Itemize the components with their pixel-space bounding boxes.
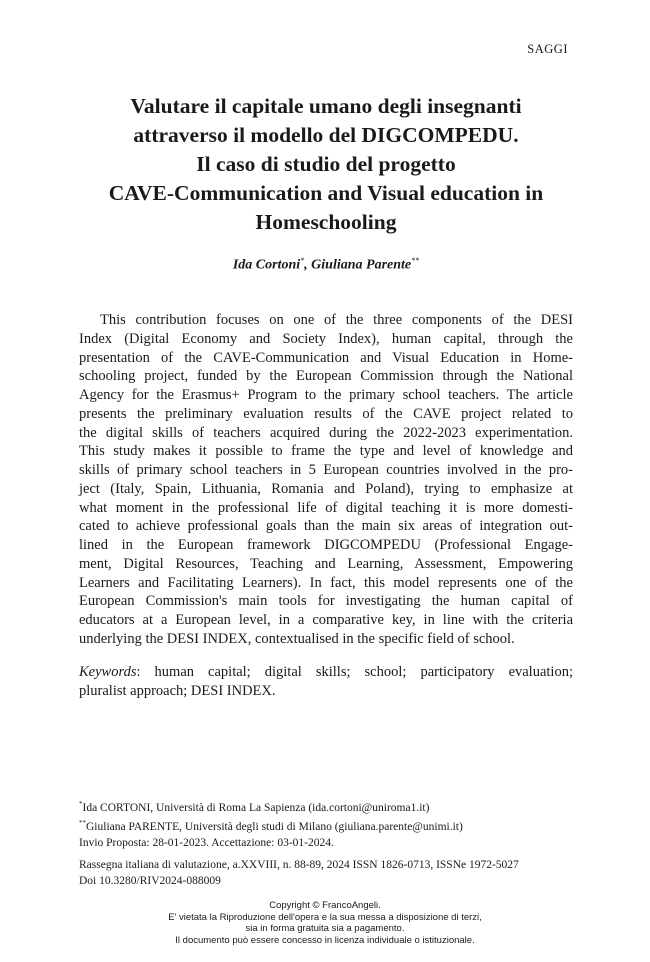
abstract-line: underlying the DESI INDEX, contextualised in the specific field of school. — [79, 630, 515, 647]
footnote-marker: * — [79, 800, 83, 808]
abstract-line: presentation of the CAVE-Communication and Visual Education in Home- — [79, 349, 573, 366]
keywords — [79, 663, 573, 701]
footnote-text: Giuliana PARENTE, Università degli studi di Milano (giuliana.parente@unimi.it) — [86, 821, 463, 834]
keywords-line — [79, 663, 573, 682]
article-title — [70, 92, 582, 237]
footnote-marker: * — [300, 256, 305, 265]
abstract-line: Index (Digital Economy and Society Index), human capital, through the — [79, 330, 573, 347]
section-label: SAGGI — [527, 42, 568, 56]
abstract-line: Agency for the Erasmus+ Program to the primary school teachers. The article — [79, 387, 573, 403]
abstract-line: cated to achieve professional goals than the main six areas of integration out- — [79, 518, 573, 535]
abstract-line: schooling project, funded by the European Commission through the National — [79, 368, 573, 385]
abstract-line: ment, Digital Resources, Teaching and Learning, Assessment, Empowering — [79, 555, 573, 572]
copyright-line: sia in forma gratuita sia a pagamento. — [245, 923, 405, 934]
abstract-line: Learners and Facilitating Learners). In fact, this model represents one of the — [79, 574, 573, 591]
doi: Doi 10.3280/RIV2024-088009 — [79, 874, 221, 887]
abstract-line: the digital skills of teachers acquired during the 2022-2023 experimentation. — [79, 424, 573, 441]
copyright-line: Copyright © FrancoAngeli. — [269, 900, 381, 911]
title-line: CAVE-Communication and Visual education in — [108, 181, 544, 205]
journal-citation: Rassegna italiana di valutazione, a.XXVIII, n. 88-89, 2024 ISSN 1826-0713, ISSNe 1972-5027 — [79, 859, 519, 872]
abstract — [79, 311, 573, 649]
footnote-marker: ** — [79, 819, 86, 828]
author-separator: , — [304, 257, 312, 273]
footnote-text: Ida CORTONI, Università di Roma La Sapienza (ida.cortoni@uniroma1.it) — [82, 801, 430, 814]
author-name: Ida Cortoni — [232, 257, 301, 273]
copyright-notice — [100, 900, 550, 946]
footnote — [79, 816, 573, 835]
abstract-line: presents the preliminary evaluation results of the CAVE project related to — [79, 405, 573, 422]
abstract-line: This contribution focuses on one of the three components of the DESI — [100, 312, 573, 328]
abstract-line: educators at a European level, in a comparative key, in line with the criteria — [79, 612, 573, 628]
abstract-line: This study makes it possible to frame the type and level of knowledge and — [79, 443, 573, 460]
title-line: Valutare il capitale umano degli insegnanti — [130, 94, 522, 118]
submission-dates: Invio Proposta: 28-01-2023. Accettazione: 03-01-2024. — [79, 836, 334, 849]
author-name: Giuliana Parente — [311, 257, 412, 273]
title-line: Il caso di studio del progetto — [196, 152, 456, 176]
copyright-line: Il documento può essere concesso in licenza individuale o istituzionale. — [175, 934, 475, 946]
abstract-line: ject (Italy, Spain, Lithuania, Romania and Poland), trying to emphasize at — [79, 480, 573, 497]
abstract-line: skills of primary school teachers in 5 European countries involved in the pro- — [79, 462, 573, 478]
abstract-line: lined in the European framework DIGCOMPEDU (Professional Engage- — [79, 537, 573, 553]
author-line — [70, 256, 582, 274]
title-line: Homeschooling — [255, 210, 397, 234]
copyright-line: E' vietata la Riproduzione dell'opera e la sua messa a disposizione di terzi, — [168, 911, 482, 923]
footnote-marker: ** — [411, 256, 420, 265]
abstract-line: what moment in the professional life of digital teaching it is more domesti- — [79, 499, 573, 516]
footnote — [79, 797, 573, 816]
footnotes — [79, 797, 573, 889]
abstract-line: European Commission's main tools for investigating the human capital of — [79, 593, 573, 610]
keywords-text: : human capital; digital skills; school; participatory evaluation; — [136, 664, 573, 680]
title-line: attraverso il modello del DIGCOMPEDU. — [133, 123, 519, 147]
keywords-line: pluralist approach; DESI INDEX. — [79, 682, 276, 699]
keywords-label: Keywords — [79, 664, 137, 680]
